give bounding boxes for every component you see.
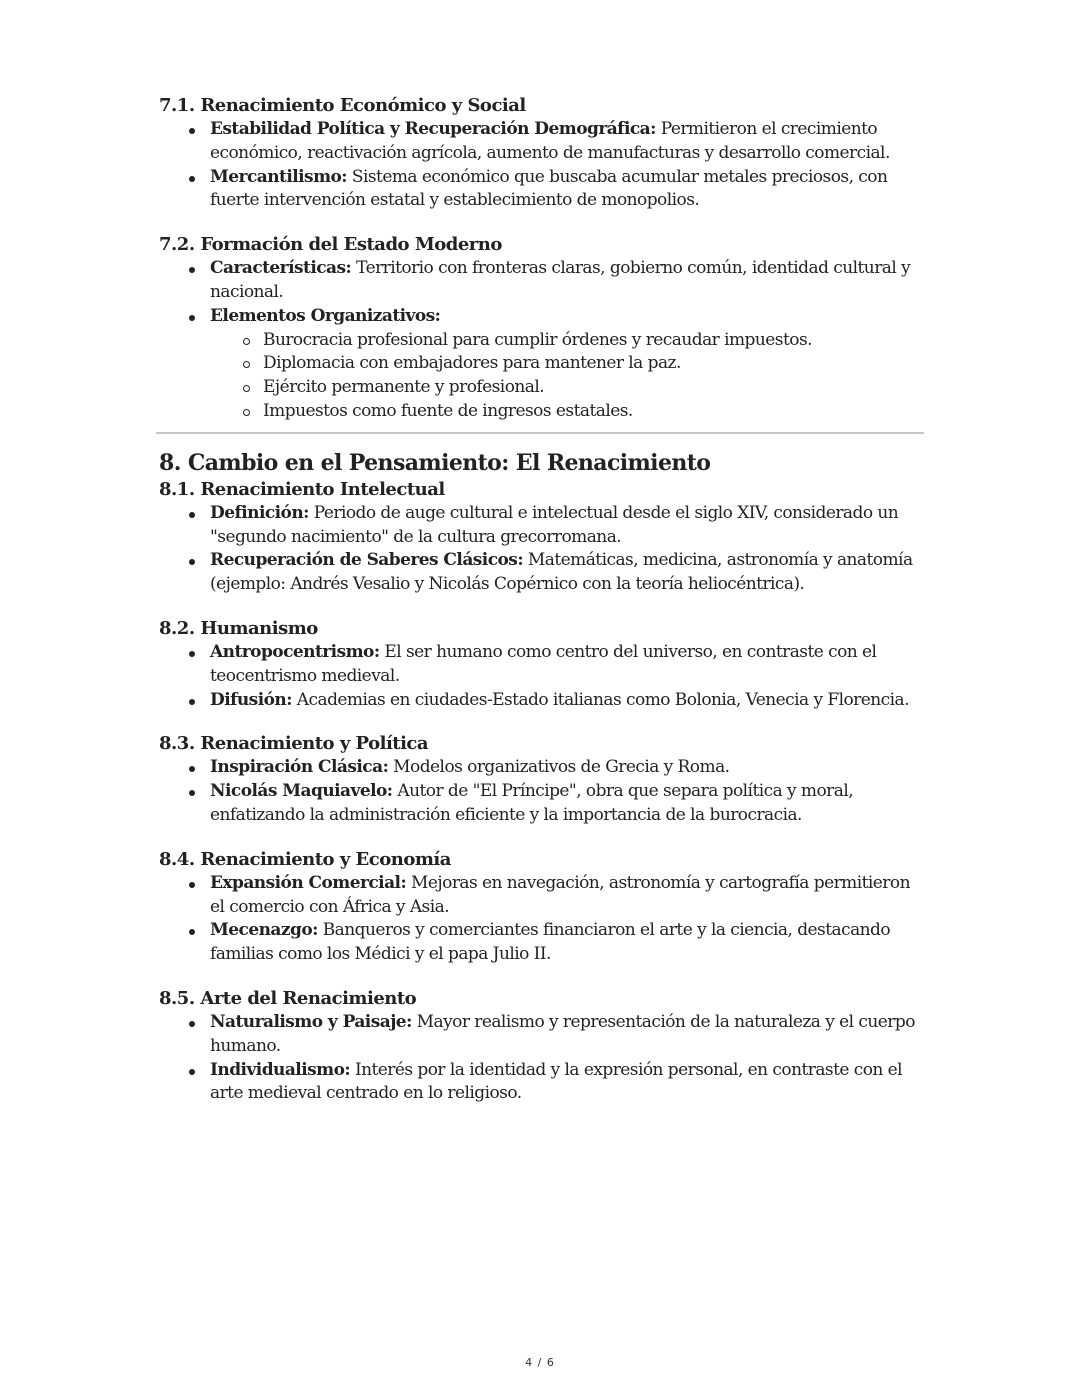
item-text: Territorio con fronteras claras, gobierno común, identidad cultural y nacional.	[210, 258, 911, 302]
section-heading: 8.4. Renacimiento y Economía	[159, 848, 451, 870]
list-item	[159, 257, 924, 305]
section-heading: 7.2. Formación del Estado Moderno	[159, 234, 502, 256]
list-item	[159, 756, 924, 780]
section-heading: 8.5. Arte del Renacimiento	[159, 987, 417, 1009]
item-label: Expansión Comercial:	[210, 872, 407, 893]
item-text: Periodo de auge cultural e intelectual desde el siglo XIV, considerado un "segundo nacimiento" de la cultura grecorromana.	[210, 502, 899, 547]
list-item	[159, 919, 924, 967]
item-text: Sistema económico que buscaba acumular metales preciosos, con fuerte intervención estatal y establecimiento de monopolios.	[210, 166, 888, 211]
item-text: El ser humano como centro del universo, en contraste con el teocentrismo medieval.	[210, 641, 877, 686]
list-item	[159, 1059, 924, 1107]
item-label: Antropocentrismo:	[210, 641, 380, 662]
item-label: Naturalismo y Paisaje:	[210, 1011, 412, 1032]
section-heading: 8.1. Renacimiento Intelectual	[159, 478, 445, 500]
list-item	[159, 118, 924, 166]
item-text: Banqueros y comerciantes financiaron el arte y la ciencia, destacando familias como los Médici y el papa Julio II.	[210, 920, 891, 965]
section-7-1	[159, 94, 924, 213]
section-8-5	[159, 987, 924, 1106]
list-item	[159, 166, 924, 214]
item-label: Individualismo:	[210, 1059, 351, 1080]
item-text: Autor de "El Príncipe", obra que separa política y moral, enfatizando la administración eficiente y la importancia de la burocracia.	[210, 781, 854, 825]
sub-list-item: Ejército permanente y profesional.	[210, 376, 924, 400]
item-label: Mercantilismo:	[210, 166, 348, 187]
item-text: Mayor realismo y representación de la naturaleza y el cuerpo humano.	[210, 1011, 915, 1056]
bullet-list	[159, 257, 924, 424]
item-text: Matemáticas, medicina, astronomía y anatomía (ejemplo: Andrés Vesalio y Nicolás Copérnico con la teoría heliocéntrica).	[210, 550, 913, 595]
item-label: Definición:	[210, 502, 309, 523]
sub-list-item: Impuestos como fuente de ingresos estatales.	[210, 400, 924, 424]
section-heading: 8.2. Humanismo	[159, 617, 318, 639]
sub-bullet-list	[159, 329, 924, 424]
list-item	[159, 872, 924, 920]
bullet-list	[159, 872, 924, 967]
item-text: Modelos organizativos de Grecia y Roma.	[388, 757, 730, 778]
section-7-2	[159, 233, 924, 424]
sub-list-item: Diplomacia con embajadores para mantener la paz.	[210, 352, 924, 376]
list-item	[159, 549, 924, 597]
item-label: Estabilidad Política y Recuperación Demográfica:	[210, 119, 656, 139]
bullet-list	[159, 502, 924, 597]
list-item	[159, 305, 924, 424]
section-8-3	[159, 732, 924, 827]
item-text: Permitieron el crecimiento económico, reactivación agrícola, aumento de manufacturas y desarrollo comercial.	[210, 119, 890, 163]
horizontal-divider	[156, 432, 924, 434]
document-page	[159, 94, 924, 1126]
bullet-list	[159, 641, 924, 712]
item-label: Mecenazgo:	[210, 920, 318, 941]
bullet-list	[159, 1011, 924, 1106]
section-8-4	[159, 848, 924, 967]
item-text: Academias en ciudades-Estado italianas como Bolonia, Venecia y Florencia.	[291, 689, 909, 710]
sub-list-item: Burocracia profesional para cumplir órdenes y recaudar impuestos.	[210, 329, 924, 353]
item-label: Recuperación de Saberes Clásicos:	[210, 550, 524, 571]
list-item	[159, 641, 924, 689]
list-item	[159, 1011, 924, 1059]
list-item	[159, 780, 924, 828]
list-item	[159, 689, 924, 713]
section-heading: 7.1. Renacimiento Económico y Social	[159, 95, 526, 116]
item-label: Características:	[210, 258, 352, 279]
bullet-list	[159, 118, 924, 213]
page-number: 4 / 6	[525, 1356, 555, 1369]
item-text: Mejoras en navegación, astronomía y cartografía permitieron el comercio con África y Asia.	[210, 872, 910, 917]
list-item	[159, 502, 924, 550]
section-heading: 8.3. Renacimiento y Política	[159, 733, 429, 755]
bullet-list	[159, 756, 924, 827]
item-label: Inspiración Clásica:	[210, 757, 389, 778]
section-8-1	[159, 478, 924, 597]
section-8-2	[159, 617, 924, 712]
item-text: Interés por la identidad y la expresión personal, en contraste con el arte medieval centrado en lo religioso.	[210, 1059, 903, 1104]
item-label: Elementos Organizativos:	[210, 305, 441, 326]
item-label: Difusión:	[210, 689, 292, 710]
chapter-heading: 8. Cambio en el Pensamiento: El Renacimiento	[159, 449, 711, 476]
item-label: Nicolás Maquiavelo:	[210, 781, 393, 802]
